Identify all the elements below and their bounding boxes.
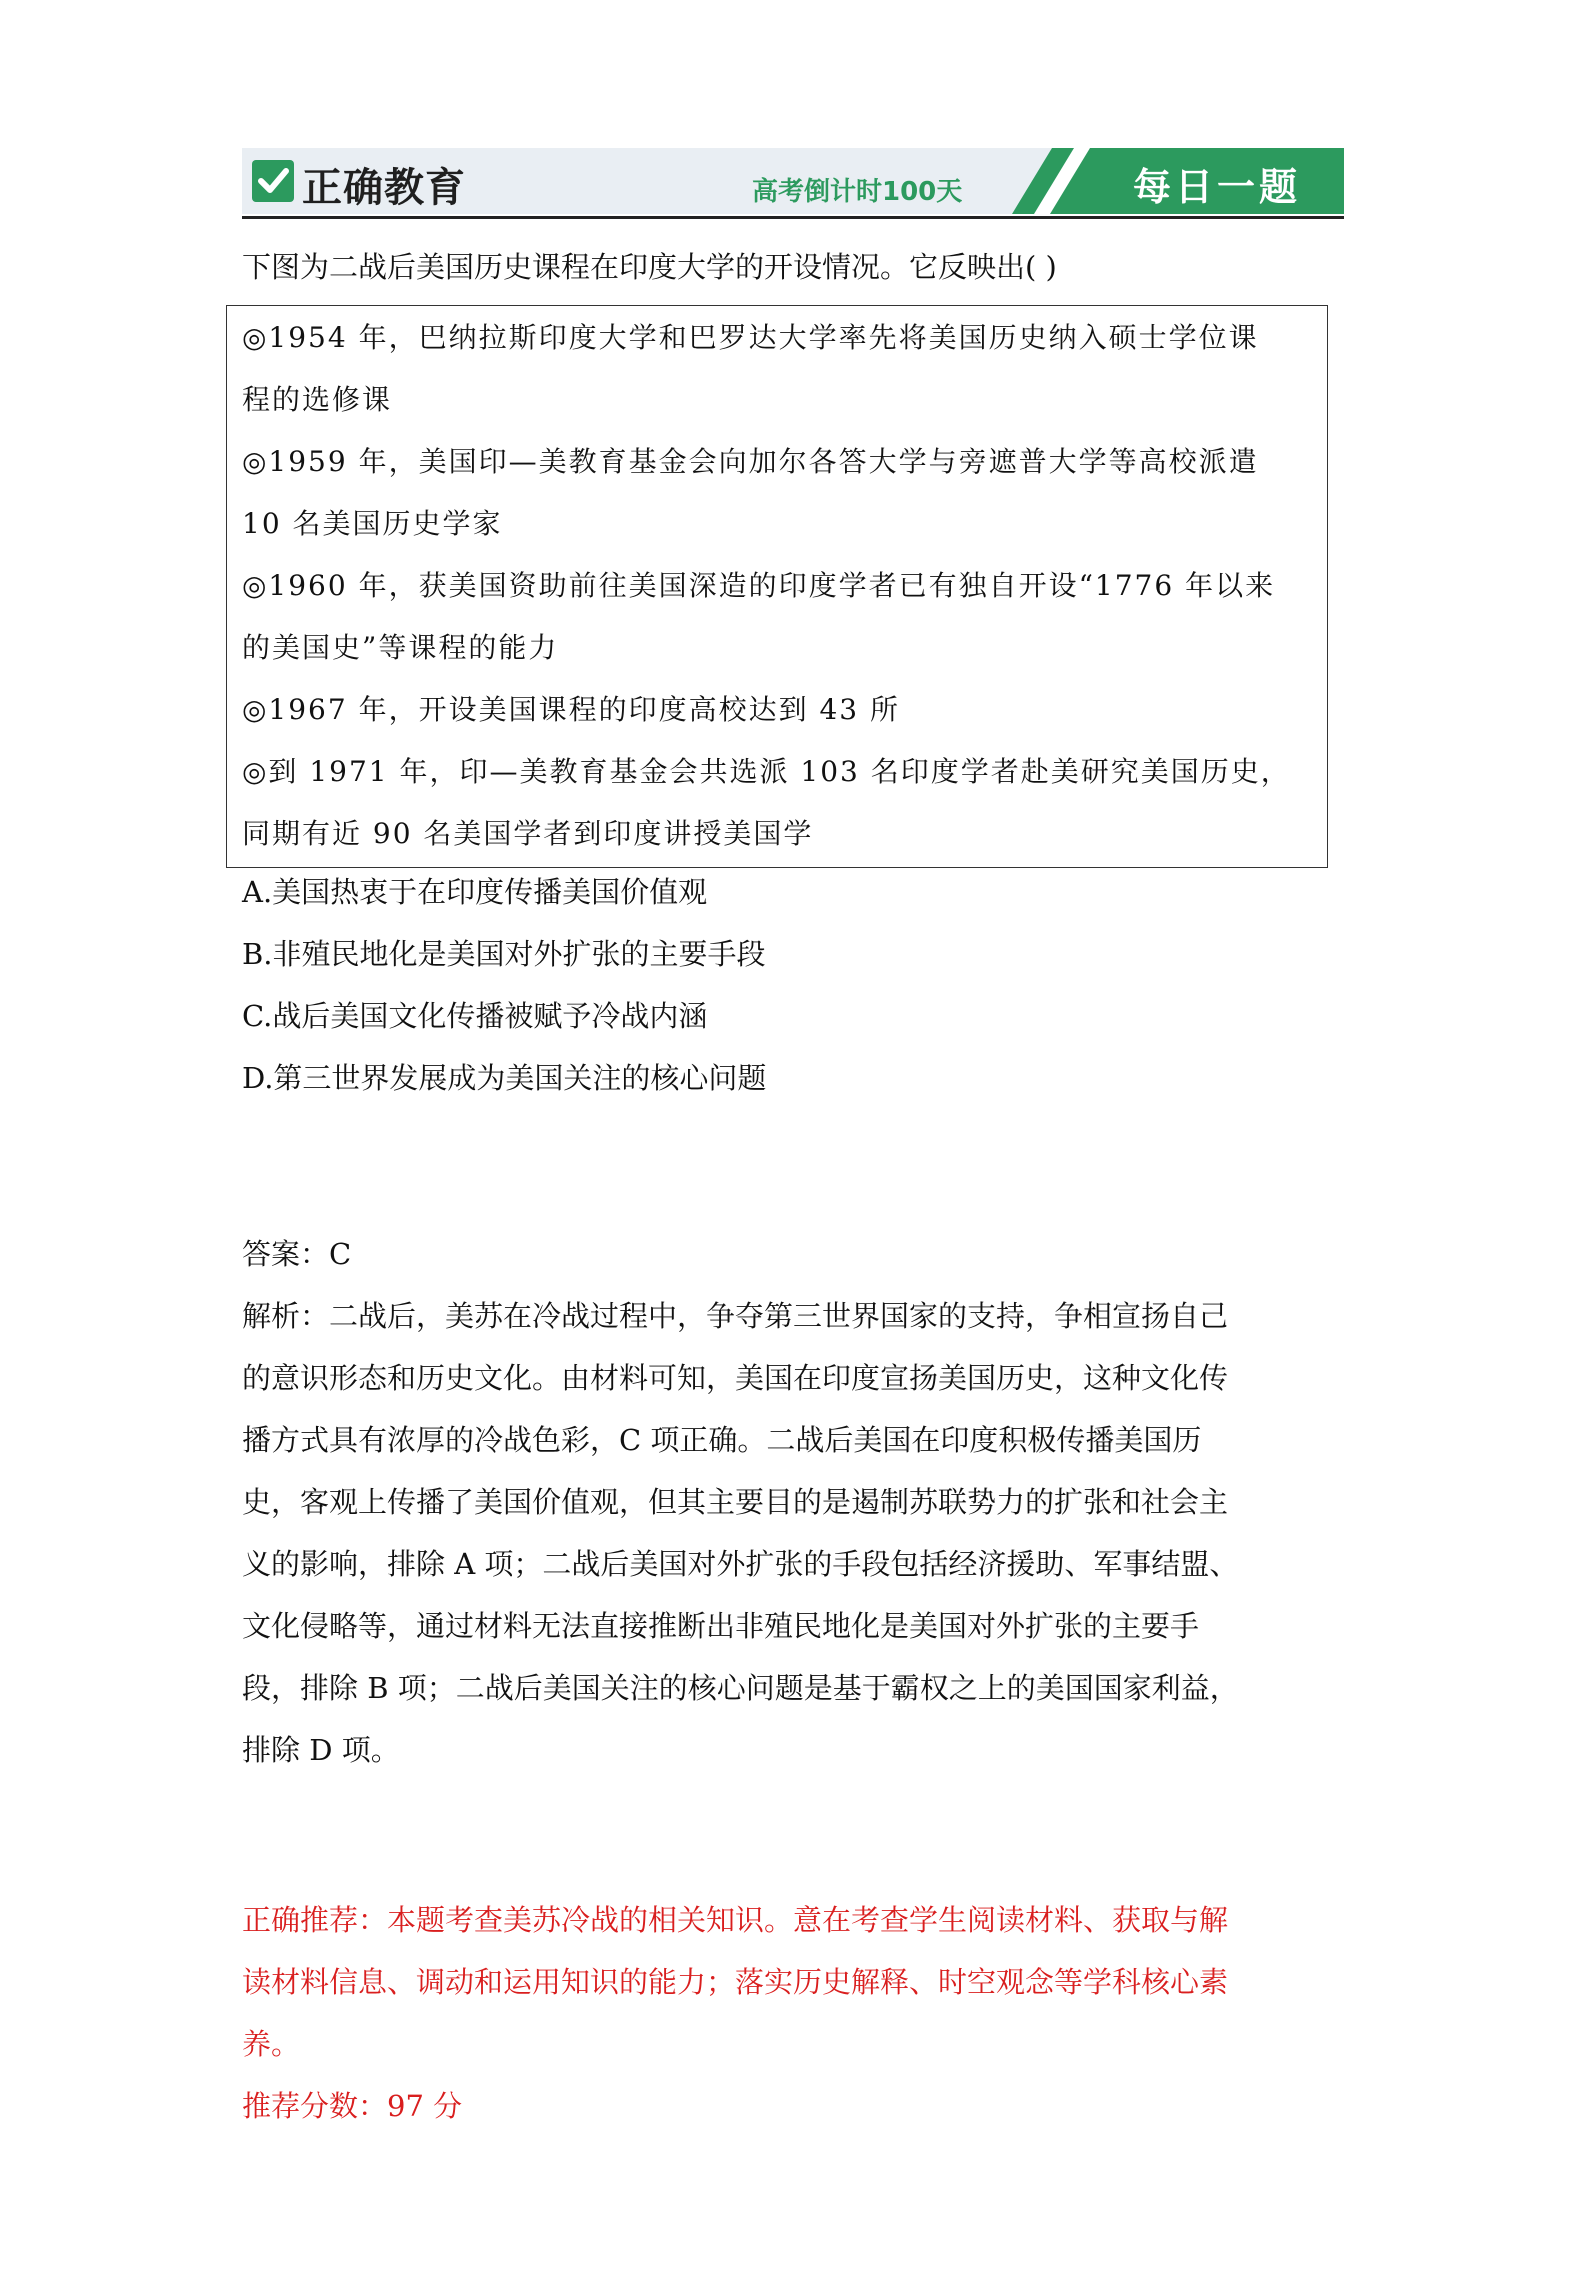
- material-line: 程的选修课: [242, 383, 393, 416]
- countdown-label: 高考倒计时100天: [752, 177, 963, 207]
- option-a: A.美国热衷于在印度传播美国价值观: [242, 875, 708, 909]
- recommend-line: 正确推荐：本题考查美苏冷战的相关知识。意在考查学生阅读材料、获取与解: [242, 1903, 1229, 1937]
- material-line: 10 名美国历史学家: [242, 507, 503, 540]
- material-line: ◎1954 年，巴纳拉斯印度大学和巴罗达大学率先将美国历史纳入硕士学位课: [242, 321, 1259, 354]
- material-line: 同期有近 90 名美国学者到印度讲授美国学: [242, 817, 814, 850]
- material-line: ◎1959 年，美国印—美教育基金会向加尔各答大学与旁遮普大学等高校派遣: [242, 445, 1259, 478]
- answer-line: 答案：C: [242, 1237, 352, 1271]
- score-line: 推荐分数：97 分: [242, 2089, 463, 2123]
- option-d: D.第三世界发展成为美国关注的核心问题: [242, 1061, 767, 1095]
- analysis-line: 播方式具有浓厚的冷战色彩，C 项正确。二战后美国在印度积极传播美国历: [242, 1423, 1202, 1457]
- option-c: C.战后美国文化传播被赋予冷战内涵: [242, 999, 708, 1033]
- analysis-line: 解析：二战后，美苏在冷战过程中，争夺第三世界国家的支持，争相宣扬自己: [242, 1299, 1229, 1333]
- analysis-line: 排除 D 项。: [242, 1733, 400, 1767]
- material-box: [226, 305, 1328, 868]
- material-line: ◎1967 年，开设美国课程的印度高校达到 43 所: [242, 693, 901, 726]
- header-rule: [242, 216, 1344, 219]
- daily-banner: [1012, 148, 1344, 214]
- analysis-line: 文化侵略等，通过材料无法直接推断出非殖民地化是美国对外扩张的主要手: [242, 1609, 1200, 1643]
- option-b: B.非殖民地化是美国对外扩张的主要手段: [242, 937, 766, 971]
- check-icon: [252, 160, 294, 202]
- question-stem: 下图为二战后美国历史课程在印度大学的开设情况。它反映出( ): [242, 250, 1057, 284]
- analysis-line: 的意识形态和历史文化。由材料可知，美国在印度宣扬美国历史，这种文化传: [242, 1361, 1229, 1395]
- header-banner: [242, 148, 1344, 214]
- analysis-line: 史，客观上传播了美国价值观，但其主要目的是遏制苏联势力的扩张和社会主: [242, 1485, 1229, 1519]
- material-line: ◎到 1971 年，印—美教育基金会共选派 103 名印度学者赴美研究美国历史，: [242, 755, 1291, 788]
- recommend-line: 读材料信息、调动和运用知识的能力；落实历史解释、时空观念等学科核心素: [242, 1965, 1229, 1999]
- analysis-line: 段，排除 B 项；二战后美国关注的核心问题是基于霸权之上的美国国家利益，: [242, 1671, 1239, 1705]
- material-line: ◎1960 年，获美国资助前往美国深造的印度学者已有独自开设“1776 年以来: [242, 569, 1276, 602]
- daily-label: 每日一题: [1132, 165, 1301, 209]
- recommend-line: 养。: [242, 2027, 301, 2061]
- material-line: 的美国史”等课程的能力: [242, 631, 559, 664]
- analysis-line: 义的影响，排除 A 项；二战后美国对外扩张的手段包括经济援助、军事结盟、: [242, 1547, 1239, 1581]
- logo-text: 正确教育: [302, 165, 466, 211]
